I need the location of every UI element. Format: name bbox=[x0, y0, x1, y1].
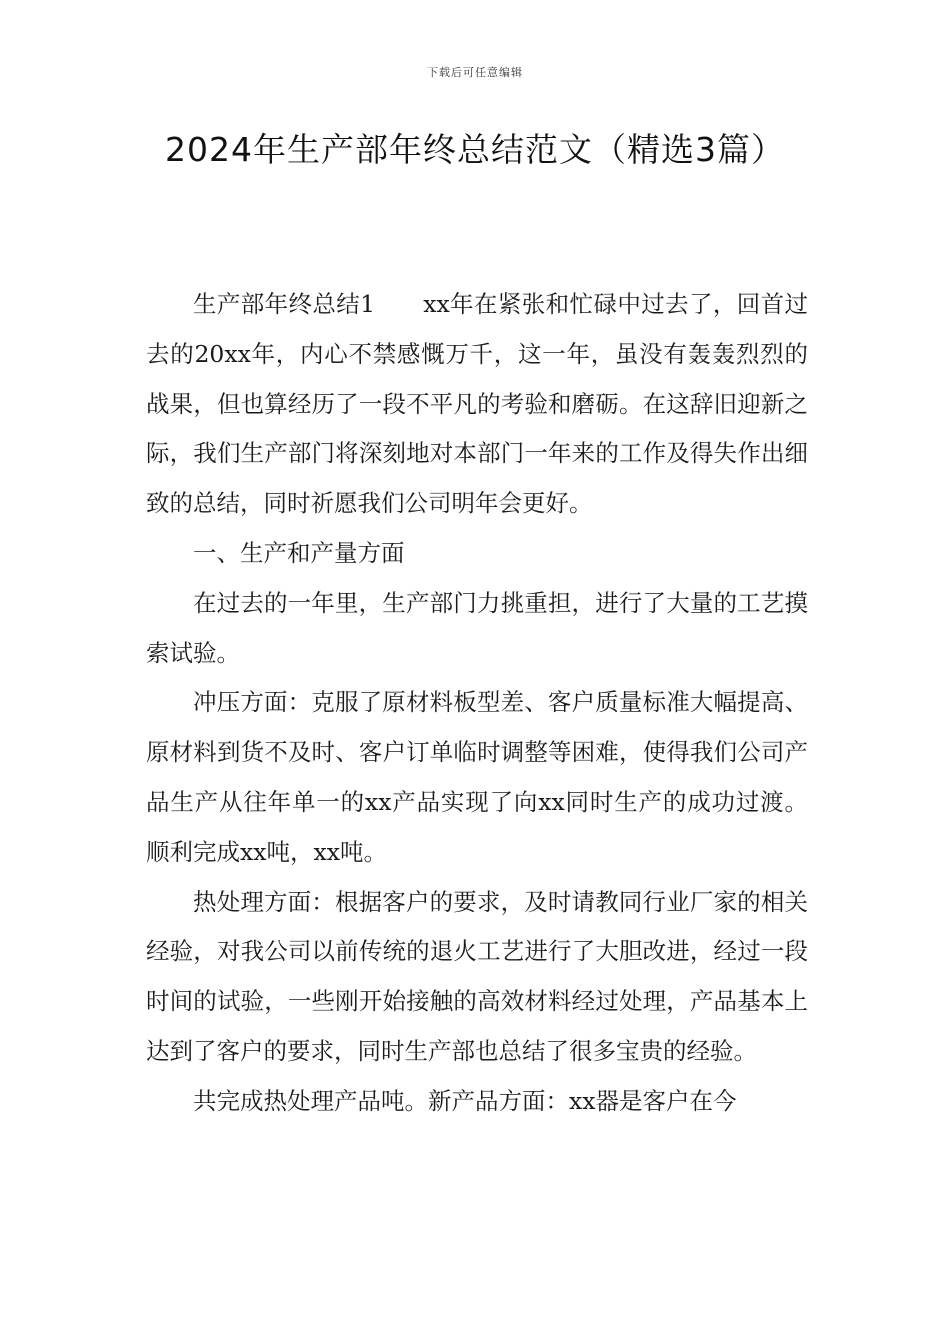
paragraph-process-trials: 在过去的一年里，生产部门力挑重担，进行了大量的工艺摸索试验。 bbox=[146, 588, 808, 667]
document-title: 2024年生产部年终总结范文（精选3篇） bbox=[165, 130, 785, 169]
document-body bbox=[146, 280, 808, 1127]
paragraph-heat-treatment: 热处理方面：根据客户的要求，及时请教同行业厂家的相关经验，对我公司以前传统的退火工艺进行了大胆改进，经过一段时间的试验，一些刚开始接触的高效材料经过处理，产品基本上达到了客户的要求，同时生产部也总结了很多宝贵的经验。 bbox=[146, 887, 808, 1065]
paragraph-stamping: 冲压方面：克服了原材料板型差、客户质量标准大幅提高、原材料到货不及时、客户订单临时调整等困难，使得我们公司产品生产从往年单一的xx产品实现了向xx同时生产的成功过渡。顺利完成xx吨，xx吨。 bbox=[146, 688, 808, 866]
page-header-note: 下载后可任意编辑 bbox=[427, 66, 523, 79]
paragraph-new-products: 共完成热处理产品吨。新产品方面：xx器是客户在今 bbox=[193, 1086, 737, 1115]
section-heading-production: 一、生产和产量方面 bbox=[193, 538, 405, 567]
paragraph-intro: 生产部年终总结1 xx年在紧张和忙碌中过去了，回首过去的20xx年，内心不禁感慨万千，这一年，虽没有轰轰烈烈的战果，但也算经历了一段不平凡的考验和磨砺。在这辞旧迎新之际，我们生产部门将深刻地对本部门一年来的工作及得失作出细致的总结，同时祈愿我们公司明年会更好。 bbox=[146, 290, 808, 518]
